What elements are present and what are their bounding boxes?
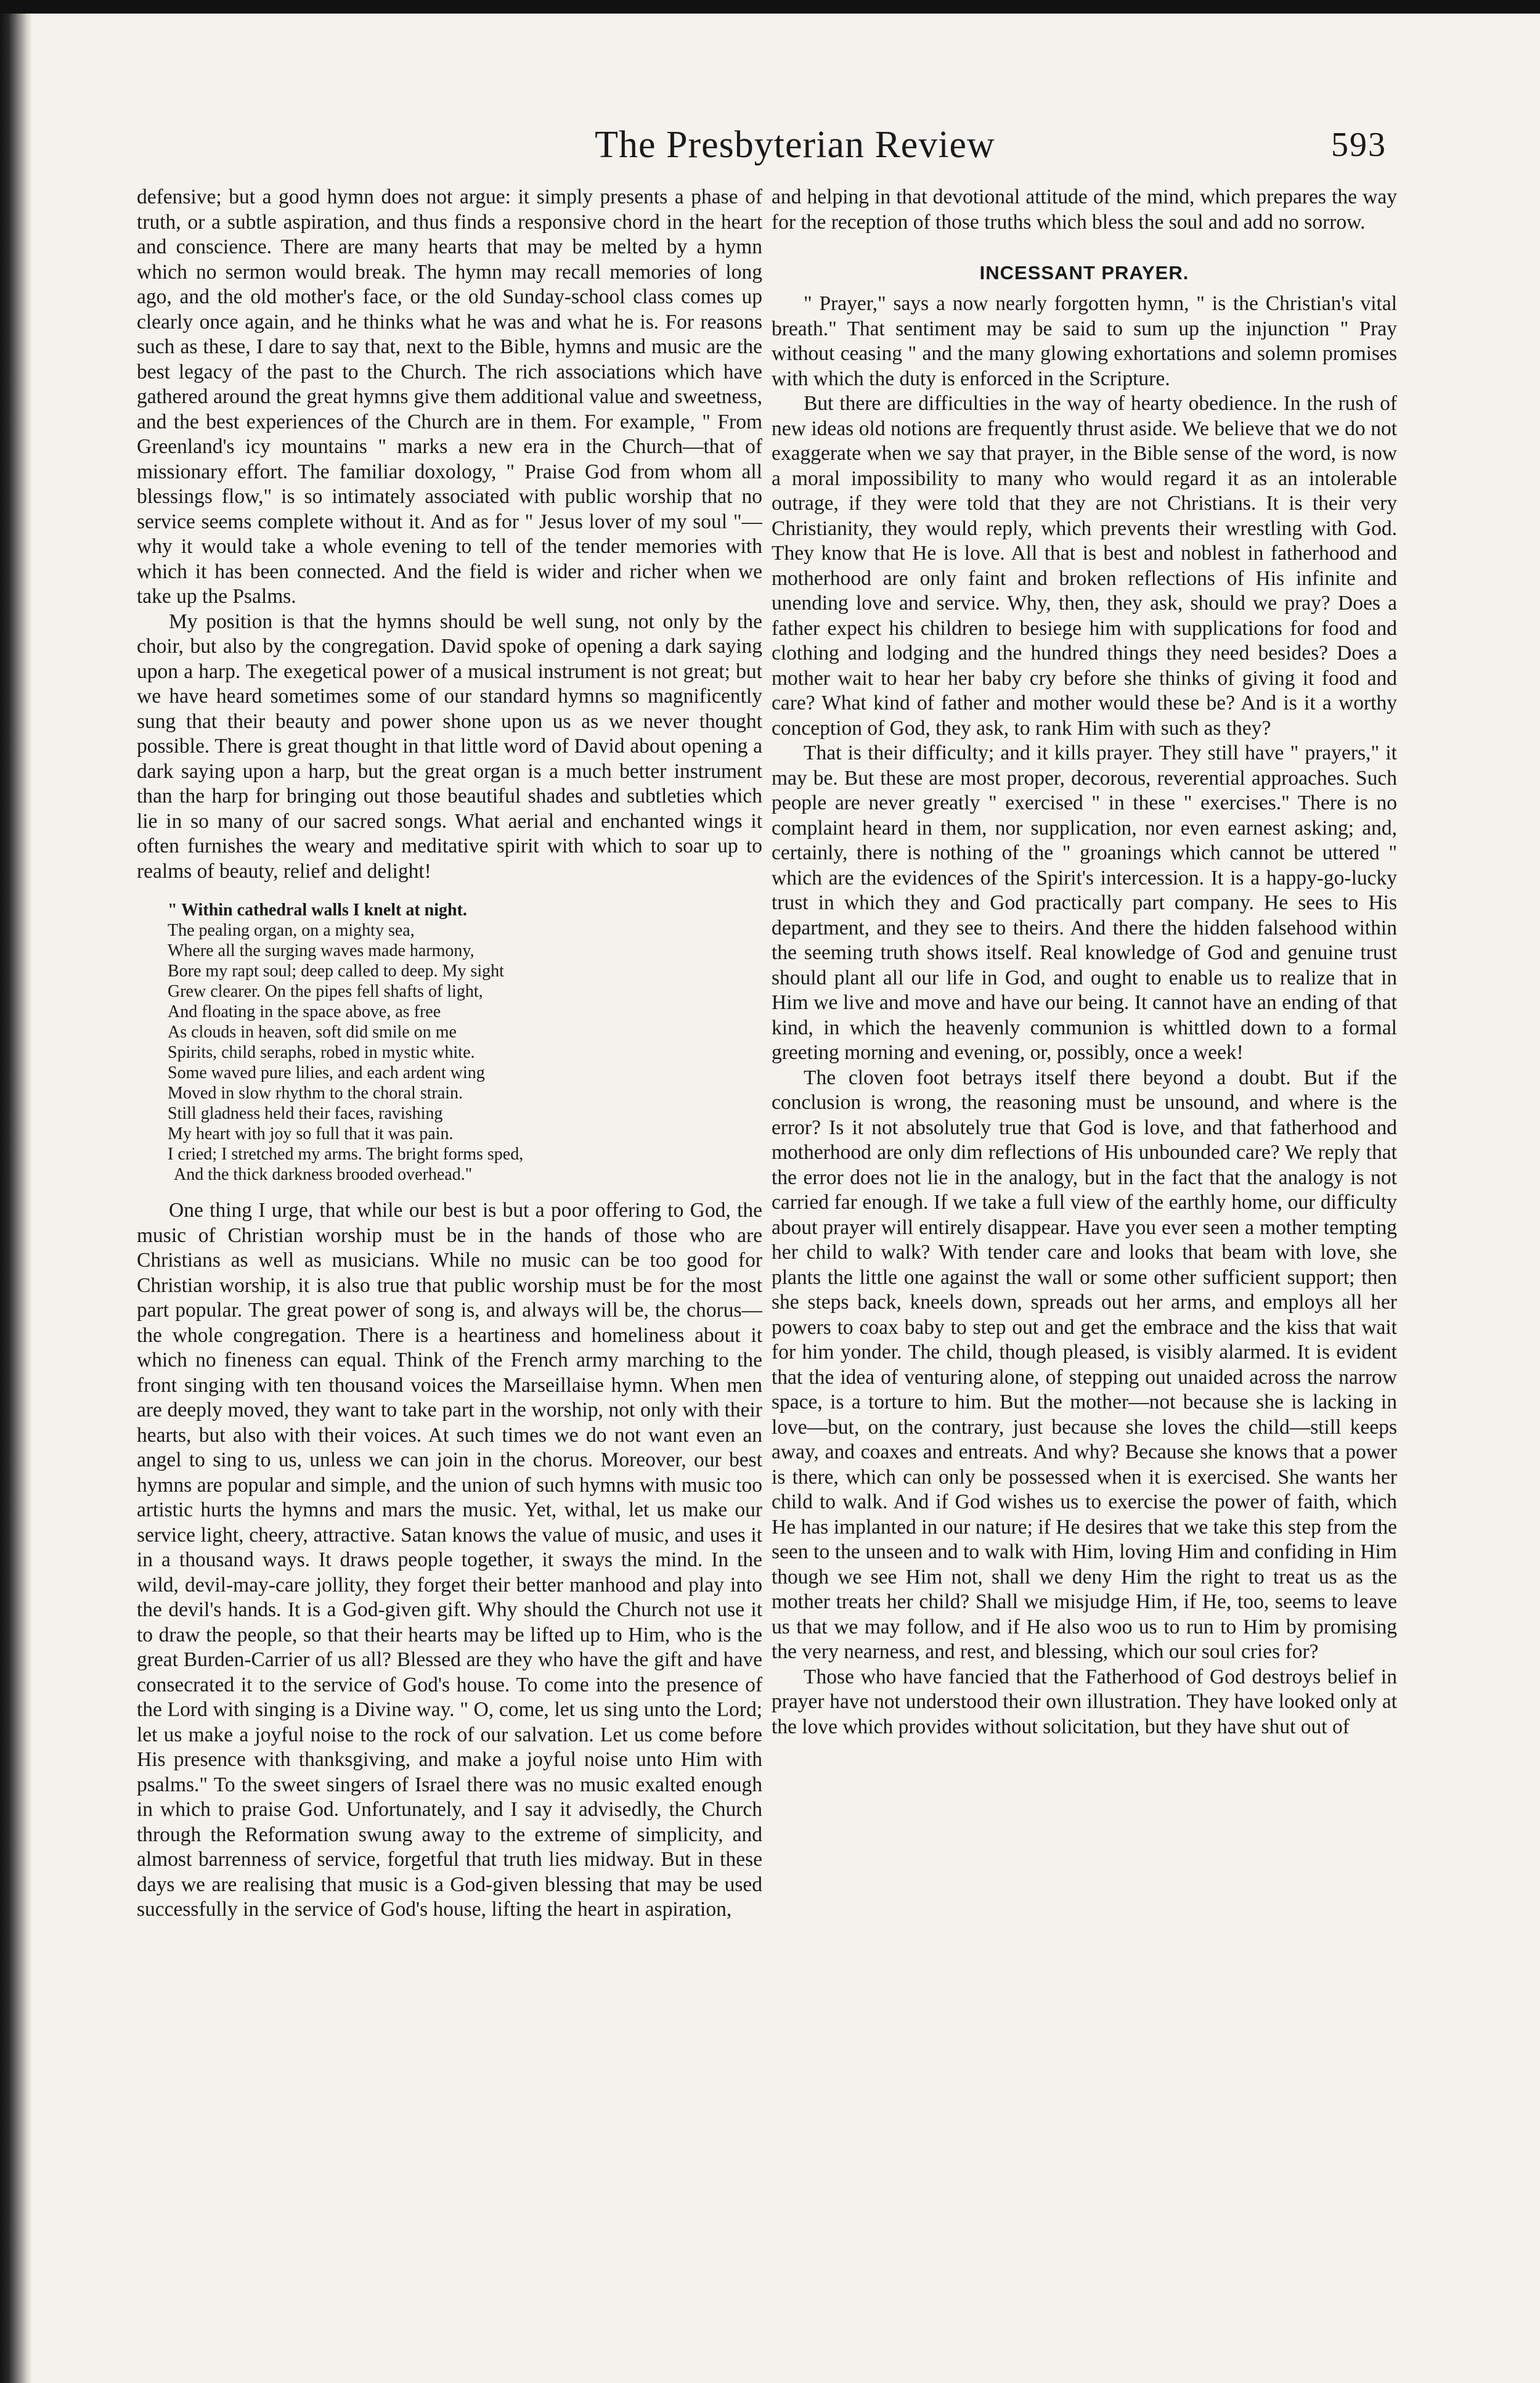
running-title: The Presbyterian Review [595,124,995,166]
cathedral-poem [168,900,762,1185]
right-column [772,185,1397,2355]
poem-line: My heart with joy so full that it was pain. [168,1124,454,1143]
section-heading: INCESSANT PRAYER. [979,262,1189,284]
poem-line: Bore my rapt soul; deep called to deep. My sight [168,962,504,981]
left-paragraph-3: One thing I urge, that while our best is but a poor offering to God, the music of Christian worship must be in the hands of those who are Christians as well as musicians. While no music can be too good for Christian worship, it is also true that public worship must be for the most part popular. The great power of song is, and always will be, the chorus—the whole congregation. There is a heartiness and homeliness about it which no fineness can equal. Think of the French army marching to the front singing with ten thousand voices the Marseillaise hymn. When men are deeply moved, they want to take part in the worship, not only with their hearts, but also with their voices. At such times we do not want even an angel to sing to us, unless we can join in the chorus. Moreover, our best hymns are popular and simple, and the union of such hymns with music too artistic hurts the hymns and mars the music. Yet, withal, let us make our service light, cheery, attractive. Satan knows the value of music, and uses it in a thousand ways. It draws people together, it sways the mind. In the wild, devil-may-care jollity, they forget their better manhood and play into the devil's hands. It is a God-given gift. Why should the Church not use it to draw the people, so that their hearts may be lifted up to Him, who is the great Burden-Carrier of us all? Blessed are they who have the gift and have consecrated it to the service of God's house. To come into the presence of the Lord with singing is a Divine way. " O, come, let us sing unto the Lord; let us make a joyful noise to the rock of our salvation. Let us come before His presence with thanksgiving, and make a joyful noise unto Him with psalms." To the sweet singers of Israel there was no music exalted enough in which to praise God. Unfortunately, and I say it advisedly, the Church through the Reformation swung away to the extreme of simplicity, and almost barrenness of service, forgetful that truth lies midway. But in these days we are realising that music is a God-given blessing that may be used successfully in the service of God's house, lifting the heart in aspiration, [137,1199,762,1921]
poem-line: Grew clearer. On the pipes fell shafts of light, [168,982,483,1001]
top-border-rule [0,0,1540,14]
poem-line: Moved in slow rhythm to the choral strain. [168,1084,463,1103]
poem-line: " Within cathedral walls I knelt at night. [168,901,467,920]
page-number: 593 [1331,126,1387,164]
page-header [185,117,1387,173]
poem-line: And the thick darkness brooded overhead." [174,1165,473,1184]
left-paragraph-1: defensive; but a good hymn does not argue: it simply presents a phase of truth, or a subtle aspiration, and thus finds a responsive chord in the heart and conscience. There are many hearts that may be melted by a hymn which no sermon would break. The hymn may recall memories of long ago, and the old mother's face, or the old Sunday-school class comes up clearly once again, and he thinks what he was and what he is. For reasons such as these, I dare to say that, next to the Bible, hymns and music are the best legacy of the past to the Church. The rich associations which have gathered around the great hymns give them additional value and sweetness, and the best experiences of the Church are in them. For example, " From Greenland's icy mountains " marks a new era in the Church—that of missionary effort. The familiar doxology, " Praise God from whom all blessings flow," is so intimately associated with public worship that no service seems complete without it. And as for " Jesus lover of my soul "—why it would take a whole evening to tell of the tender memories with which it has been connected. And the field is wider and richer when we take up the Psalms. [137,186,762,608]
binding-edge-shadow [0,14,32,2383]
right-paragraph-4: The cloven foot betrays itself there beyond a doubt. But if the conclusion is wrong, the reasoning must be unsound, and where is the error? Is it not absolutely true that God is love, and that fatherhood and motherhood are only dim reflections of His unbounded care? We reply that the error does not lie in the analogy, but in the fact that the analogy is not carried far enough. If we take a full view of the earthly home, our difficulty about prayer will entirely disappear. Have you ever seen a mother tempting her child to walk? With tender care and looks that beam with love, she plants the little one against the wall or some other sufficient support; then she steps back, kneels down, spreads out her arms, and employs all her powers to coax baby to step out and get the embrace and the kiss that wait for him yonder. The child, though pleased, is visibly alarmed. It is evident that the idea of venturing alone, of stepping out unaided across the narrow space, is a torture to him. But the mother—not because she is lacking in love—but, on the contrary, just because she loves the child—still keeps away, and coaxes and entreats. And why? Because she knows that a power is there, which can only be possessed when it is exercised. She wants her child to walk. And if God wishes us to exercise the power of faith, which He has implanted in our nature; if He desires that we take this step from the seen to the unseen and to walk with Him, loving Him and confiding in Him though we see Him not, shall we deny Him the right to treat us as the mother treats her child? Shall we misjudge Him, if He, too, seems to leave us that we may follow, and if He also woo us to run to Him by promising the very nearness, and rest, and blessing, which our soul cries for? [772,1066,1397,1663]
poem-line: And floating in the space above, as free [168,1002,441,1021]
poem-line: Spirits, child seraphs, robed in mystic white. [168,1043,475,1062]
right-paragraph-1: " Prayer," says a now nearly forgotten hymn, " is the Christian's vital breath." That sentiment may be said to sum up the injunction " Pray without ceasing " and the many glowing exhortations and solemn promises with which the duty is enforced in the Scripture. [772,292,1397,390]
right-paragraph-2: But there are difficulties in the way of hearty obedience. In the rush of new ideas old notions are frequently thrust aside. We believe that we do not exaggerate when we say that prayer, in the Bible sense of the word, is now a moral impossibility to many who would regard it as an intolerable outrage, if they were told that they are not Christians. It is their very Christianity, they would reply, which prevents their wrestling with God. They know that He is love. All that is best and noblest in fatherhood and motherhood are only faint and broken reflections of His infinite and unending love and service. Why, then, they ask, should we pray? Does a father expect his children to besiege him with supplications for food and clothing and lodging and the hundred things they need besides? Does a mother wait to hear her baby cry before she thinks of giving it food and care? What kind of father and mother would these be? And is it a worthy conception of God, they ask, to rank Him with such as they? [772,392,1397,740]
poem-line: As clouds in heaven, soft did smile on me [168,1023,457,1042]
poem-line: I cried; I stretched my arms. The bright forms sped, [168,1145,524,1164]
poem-line: The pealing organ, on a mighty sea, [168,921,415,940]
right-intro-paragraph: and helping in that devotional attitude of the mind, which prepares the way for the reception of those truths which bless the soul and add no sorrow. [772,186,1397,234]
right-paragraph-3: That is their difficulty; and it kills prayer. They still have " prayers," it may be. But these are most proper, decorous, reverential approaches. Such people are never greatly " exercised " in these " exercises." There is no complaint heard in them, nor supplication, nor even earnest asking; and, certainly, there is nothing of the " groanings which cannot be uttered " which are the evidences of the Spirit's intercession. It is a happy-go-lucky trust in which they and God practically part company. He sees to His department, and they see to theirs. And there the hidden falsehood within the seeming truth shows itself. Real knowledge of God and genuine trust should plant all our life in God, and ought to enable us to realize that in Him we live and move and have our being. It cannot have an ending of that kind, in which the heavenly communion is whittled down to a formal greeting morning and evening, or, possibly, once a week! [772,742,1397,1064]
poem-line: Some waved pure lilies, and each ardent wing [168,1063,485,1082]
right-paragraph-5: Those who have fancied that the Fatherhood of God destroys belief in prayer have not understood their own illustration. They have looked only at the love which provides without solicitation, but they have shut out of [772,1665,1397,1738]
poem-line: Where all the surging waves made harmony, [168,941,475,960]
left-paragraph-2: My position is that the hymns should be well sung, not only by the choir, but also by the congregation. David spoke of opening a dark saying upon a harp. The exegetical power of a musical instrument is not great; but we have heard sometimes some of our standard hymns so magnificently sung that their beauty and power shone upon us as we never thought possible. There is great thought in that little word of David about opening a dark saying upon a harp, but the great organ is a much better instrument than the harp for bringing out those beautiful shades and subtleties which lie in so many of our sacred songs. What aerial and enchanted wings it often furnishes the weary and meditative spirit with which to soar up to realms of beauty, relief and delight! [137,610,762,883]
left-column [137,185,762,2355]
poem-line: Still gladness held their faces, ravishing [168,1104,443,1123]
